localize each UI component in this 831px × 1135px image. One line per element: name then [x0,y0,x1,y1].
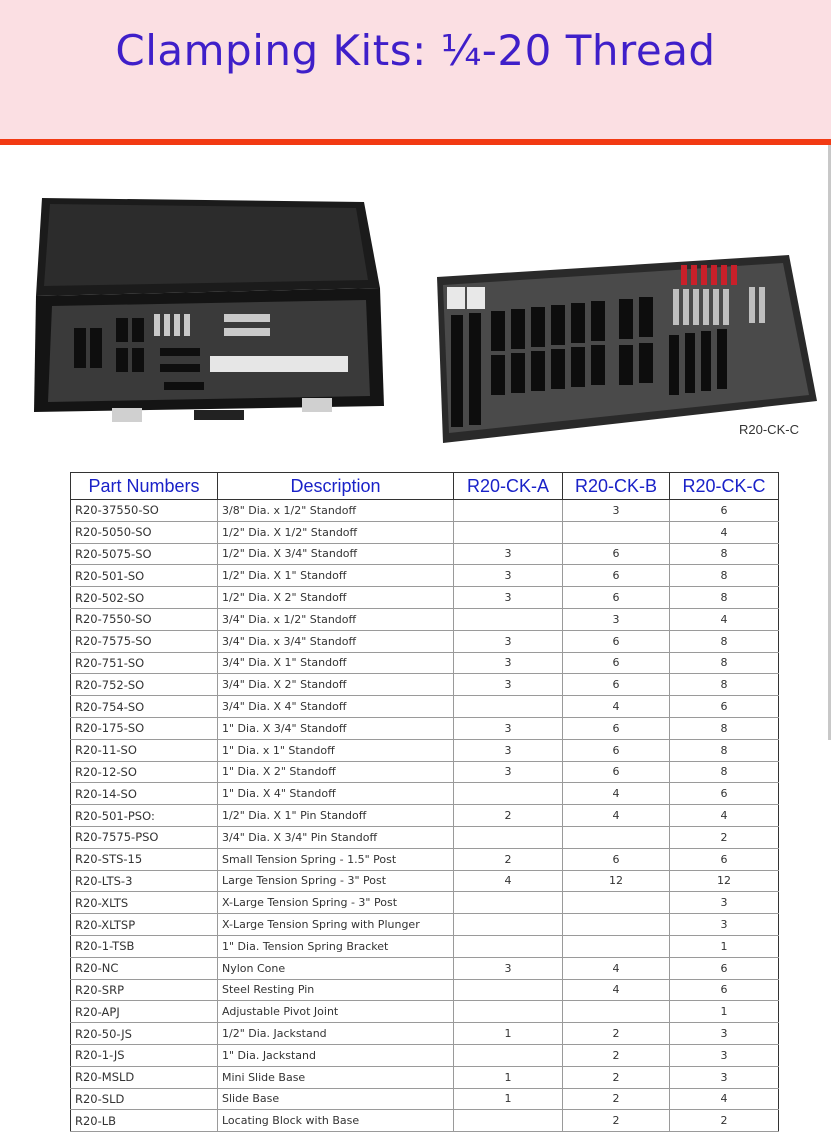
qty-r20-ck-a-cell [454,521,563,543]
qty-r20-ck-b-cell: 6 [563,587,670,609]
qty-r20-ck-b-cell: 2 [563,1110,670,1132]
qty-r20-ck-a-cell: 3 [454,717,563,739]
table-row [71,543,779,565]
table-row [71,1023,779,1045]
description-cell: 1/2" Dia. X 3/4" Standoff [218,543,454,565]
qty-r20-ck-c-cell: 8 [670,587,779,609]
description-cell: Mini Slide Base [218,1066,454,1088]
column-header-r20-ck-a: R20-CK-A [454,473,563,500]
qty-r20-ck-c-cell: 4 [670,521,779,543]
table-row [71,717,779,739]
part-number-cell: R20-37550-SO [71,500,218,522]
description-cell: 1" Dia. X 4" Standoff [218,783,454,805]
description-cell: Nylon Cone [218,957,454,979]
qty-r20-ck-a-cell: 2 [454,805,563,827]
qty-r20-ck-c-cell: 2 [670,1110,779,1132]
qty-r20-ck-a-cell: 3 [454,565,563,587]
qty-r20-ck-c-cell: 1 [670,935,779,957]
description-cell: 3/8" Dia. x 1/2" Standoff [218,500,454,522]
column-header-description: Description [218,473,454,500]
part-number-cell: R20-LB [71,1110,218,1132]
description-cell: X-Large Tension Spring - 3" Post [218,892,454,914]
part-number-cell: R20-12-SO [71,761,218,783]
qty-r20-ck-a-cell [454,1001,563,1023]
part-number-cell: R20-7575-PSO [71,826,218,848]
qty-r20-ck-a-cell: 2 [454,848,563,870]
part-number-cell: R20-502-SO [71,587,218,609]
table-row [71,674,779,696]
qty-r20-ck-c-cell: 3 [670,1066,779,1088]
qty-r20-ck-a-cell [454,935,563,957]
parts-table-container [70,472,778,1132]
part-number-cell: R20-7575-SO [71,630,218,652]
table-row [71,630,779,652]
part-number-cell: R20-1-TSB [71,935,218,957]
part-number-cell: R20-MSLD [71,1066,218,1088]
description-cell: 3/4" Dia. x 3/4" Standoff [218,630,454,652]
qty-r20-ck-a-cell [454,783,563,805]
qty-r20-ck-a-cell [454,1044,563,1066]
qty-r20-ck-c-cell: 6 [670,848,779,870]
description-cell: 3/4" Dia. X 1" Standoff [218,652,454,674]
qty-r20-ck-b-cell: 6 [563,543,670,565]
qty-r20-ck-c-cell: 8 [670,717,779,739]
table-row [71,892,779,914]
table-row [71,652,779,674]
description-cell: 1" Dia. Tension Spring Bracket [218,935,454,957]
qty-r20-ck-a-cell: 3 [454,957,563,979]
qty-r20-ck-a-cell [454,826,563,848]
table-row [71,826,779,848]
qty-r20-ck-a-cell: 3 [454,587,563,609]
part-number-cell: R20-NC [71,957,218,979]
part-number-cell: R20-XLTSP [71,914,218,936]
column-header-r20-ck-c: R20-CK-C [670,473,779,500]
qty-r20-ck-b-cell: 6 [563,848,670,870]
table-row [71,1110,779,1132]
part-number-cell: R20-752-SO [71,674,218,696]
qty-r20-ck-c-cell: 6 [670,957,779,979]
qty-r20-ck-c-cell: 8 [670,674,779,696]
qty-r20-ck-b-cell: 6 [563,761,670,783]
description-cell: Adjustable Pivot Joint [218,1001,454,1023]
qty-r20-ck-b-cell: 4 [563,783,670,805]
qty-r20-ck-c-cell: 3 [670,914,779,936]
qty-r20-ck-c-cell: 4 [670,608,779,630]
qty-r20-ck-b-cell: 4 [563,805,670,827]
part-number-cell: R20-751-SO [71,652,218,674]
qty-r20-ck-c-cell: 8 [670,543,779,565]
qty-r20-ck-c-cell: 8 [670,739,779,761]
description-cell: 1" Dia. X 2" Standoff [218,761,454,783]
description-cell: 1" Dia. x 1" Standoff [218,739,454,761]
table-row [71,739,779,761]
qty-r20-ck-b-cell: 3 [563,500,670,522]
qty-r20-ck-c-cell: 1 [670,1001,779,1023]
qty-r20-ck-a-cell: 3 [454,652,563,674]
qty-r20-ck-a-cell: 3 [454,630,563,652]
qty-r20-ck-c-cell: 8 [670,652,779,674]
description-cell: 1/2" Dia. X 1/2" Standoff [218,521,454,543]
qty-r20-ck-a-cell: 3 [454,543,563,565]
qty-r20-ck-b-cell: 6 [563,630,670,652]
description-cell: Steel Resting Pin [218,979,454,1001]
qty-r20-ck-b-cell: 2 [563,1023,670,1045]
description-cell: 1" Dia. X 3/4" Standoff [218,717,454,739]
table-row [71,1001,779,1023]
description-cell: 1/2" Dia. X 2" Standoff [218,587,454,609]
description-cell: Locating Block with Base [218,1110,454,1132]
qty-r20-ck-b-cell: 6 [563,565,670,587]
qty-r20-ck-b-cell [563,826,670,848]
description-cell: 1/2" Dia. X 1" Standoff [218,565,454,587]
table-row [71,805,779,827]
qty-r20-ck-b-cell [563,521,670,543]
qty-r20-ck-b-cell: 6 [563,717,670,739]
kit-photo-caption: R20-CK-C [739,422,799,437]
table-row [71,1044,779,1066]
qty-r20-ck-b-cell: 6 [563,652,670,674]
page-title: Clamping Kits: ¼-20 Thread [115,26,716,75]
table-row [71,979,779,1001]
qty-r20-ck-a-cell [454,608,563,630]
description-cell: 3/4" Dia. X 3/4" Pin Standoff [218,826,454,848]
qty-r20-ck-c-cell: 2 [670,826,779,848]
qty-r20-ck-b-cell [563,1001,670,1023]
part-number-cell: R20-5050-SO [71,521,218,543]
qty-r20-ck-a-cell [454,500,563,522]
qty-r20-ck-c-cell: 6 [670,500,779,522]
table-row [71,914,779,936]
table-row [71,1066,779,1088]
description-cell: 1" Dia. Jackstand [218,1044,454,1066]
qty-r20-ck-b-cell: 12 [563,870,670,892]
qty-r20-ck-b-cell: 4 [563,696,670,718]
table-row [71,870,779,892]
qty-r20-ck-c-cell: 3 [670,1044,779,1066]
part-number-cell: R20-STS-15 [71,848,218,870]
table-row [71,521,779,543]
table-row [71,848,779,870]
qty-r20-ck-b-cell: 2 [563,1066,670,1088]
header-divider [0,139,831,145]
qty-r20-ck-c-cell: 3 [670,1023,779,1045]
description-cell: 1/2" Dia. Jackstand [218,1023,454,1045]
part-number-cell: R20-LTS-3 [71,870,218,892]
qty-r20-ck-a-cell [454,696,563,718]
qty-r20-ck-a-cell: 4 [454,870,563,892]
part-number-cell: R20-SLD [71,1088,218,1110]
qty-r20-ck-b-cell: 4 [563,979,670,1001]
qty-r20-ck-b-cell: 6 [563,739,670,761]
column-header-part-numbers: Part Numbers [71,473,218,500]
qty-r20-ck-a-cell [454,1110,563,1132]
table-row [71,761,779,783]
qty-r20-ck-b-cell: 4 [563,957,670,979]
open-case-photo [34,188,390,444]
description-cell: X-Large Tension Spring with Plunger [218,914,454,936]
qty-r20-ck-a-cell: 1 [454,1023,563,1045]
table-row [71,783,779,805]
qty-r20-ck-c-cell: 12 [670,870,779,892]
table-row [71,500,779,522]
table-row [71,565,779,587]
table-row [71,935,779,957]
qty-r20-ck-a-cell: 1 [454,1066,563,1088]
description-cell: 3/4" Dia. x 1/2" Standoff [218,608,454,630]
table-header-row [71,473,779,500]
qty-r20-ck-b-cell: 6 [563,674,670,696]
part-number-cell: R20-SRP [71,979,218,1001]
part-number-cell: R20-175-SO [71,717,218,739]
part-number-cell: R20-501-PSO: [71,805,218,827]
qty-r20-ck-c-cell: 3 [670,892,779,914]
qty-r20-ck-a-cell: 3 [454,739,563,761]
column-header-r20-ck-b: R20-CK-B [563,473,670,500]
table-row [71,587,779,609]
qty-r20-ck-b-cell: 2 [563,1088,670,1110]
part-number-cell: R20-1-JS [71,1044,218,1066]
page-header [0,0,831,139]
qty-r20-ck-a-cell [454,979,563,1001]
qty-r20-ck-c-cell: 8 [670,761,779,783]
qty-r20-ck-a-cell: 3 [454,761,563,783]
qty-r20-ck-b-cell [563,914,670,936]
part-number-cell: R20-APJ [71,1001,218,1023]
qty-r20-ck-c-cell: 4 [670,805,779,827]
qty-r20-ck-a-cell [454,892,563,914]
table-row [71,957,779,979]
parts-table [70,472,779,1132]
table-row [71,608,779,630]
part-number-cell: R20-XLTS [71,892,218,914]
qty-r20-ck-c-cell: 6 [670,783,779,805]
qty-r20-ck-c-cell: 6 [670,696,779,718]
qty-r20-ck-c-cell: 8 [670,565,779,587]
qty-r20-ck-c-cell: 6 [670,979,779,1001]
qty-r20-ck-b-cell [563,892,670,914]
description-cell: 1/2" Dia. X 1" Pin Standoff [218,805,454,827]
qty-r20-ck-a-cell: 3 [454,674,563,696]
table-body [71,500,779,1132]
part-number-cell: R20-50-JS [71,1023,218,1045]
qty-r20-ck-b-cell: 3 [563,608,670,630]
description-cell: Small Tension Spring - 1.5" Post [218,848,454,870]
part-number-cell: R20-11-SO [71,739,218,761]
description-cell: 3/4" Dia. X 4" Standoff [218,696,454,718]
qty-r20-ck-a-cell [454,914,563,936]
qty-r20-ck-a-cell: 1 [454,1088,563,1110]
qty-r20-ck-c-cell: 4 [670,1088,779,1110]
description-cell: Slide Base [218,1088,454,1110]
qty-r20-ck-c-cell: 8 [670,630,779,652]
qty-r20-ck-b-cell: 2 [563,1044,670,1066]
part-number-cell: R20-5075-SO [71,543,218,565]
qty-r20-ck-b-cell [563,935,670,957]
part-number-cell: R20-7550-SO [71,608,218,630]
part-number-cell: R20-14-SO [71,783,218,805]
part-number-cell: R20-501-SO [71,565,218,587]
description-cell: Large Tension Spring - 3" Post [218,870,454,892]
table-row [71,696,779,718]
part-number-cell: R20-754-SO [71,696,218,718]
description-cell: 3/4" Dia. X 2" Standoff [218,674,454,696]
table-row [71,1088,779,1110]
